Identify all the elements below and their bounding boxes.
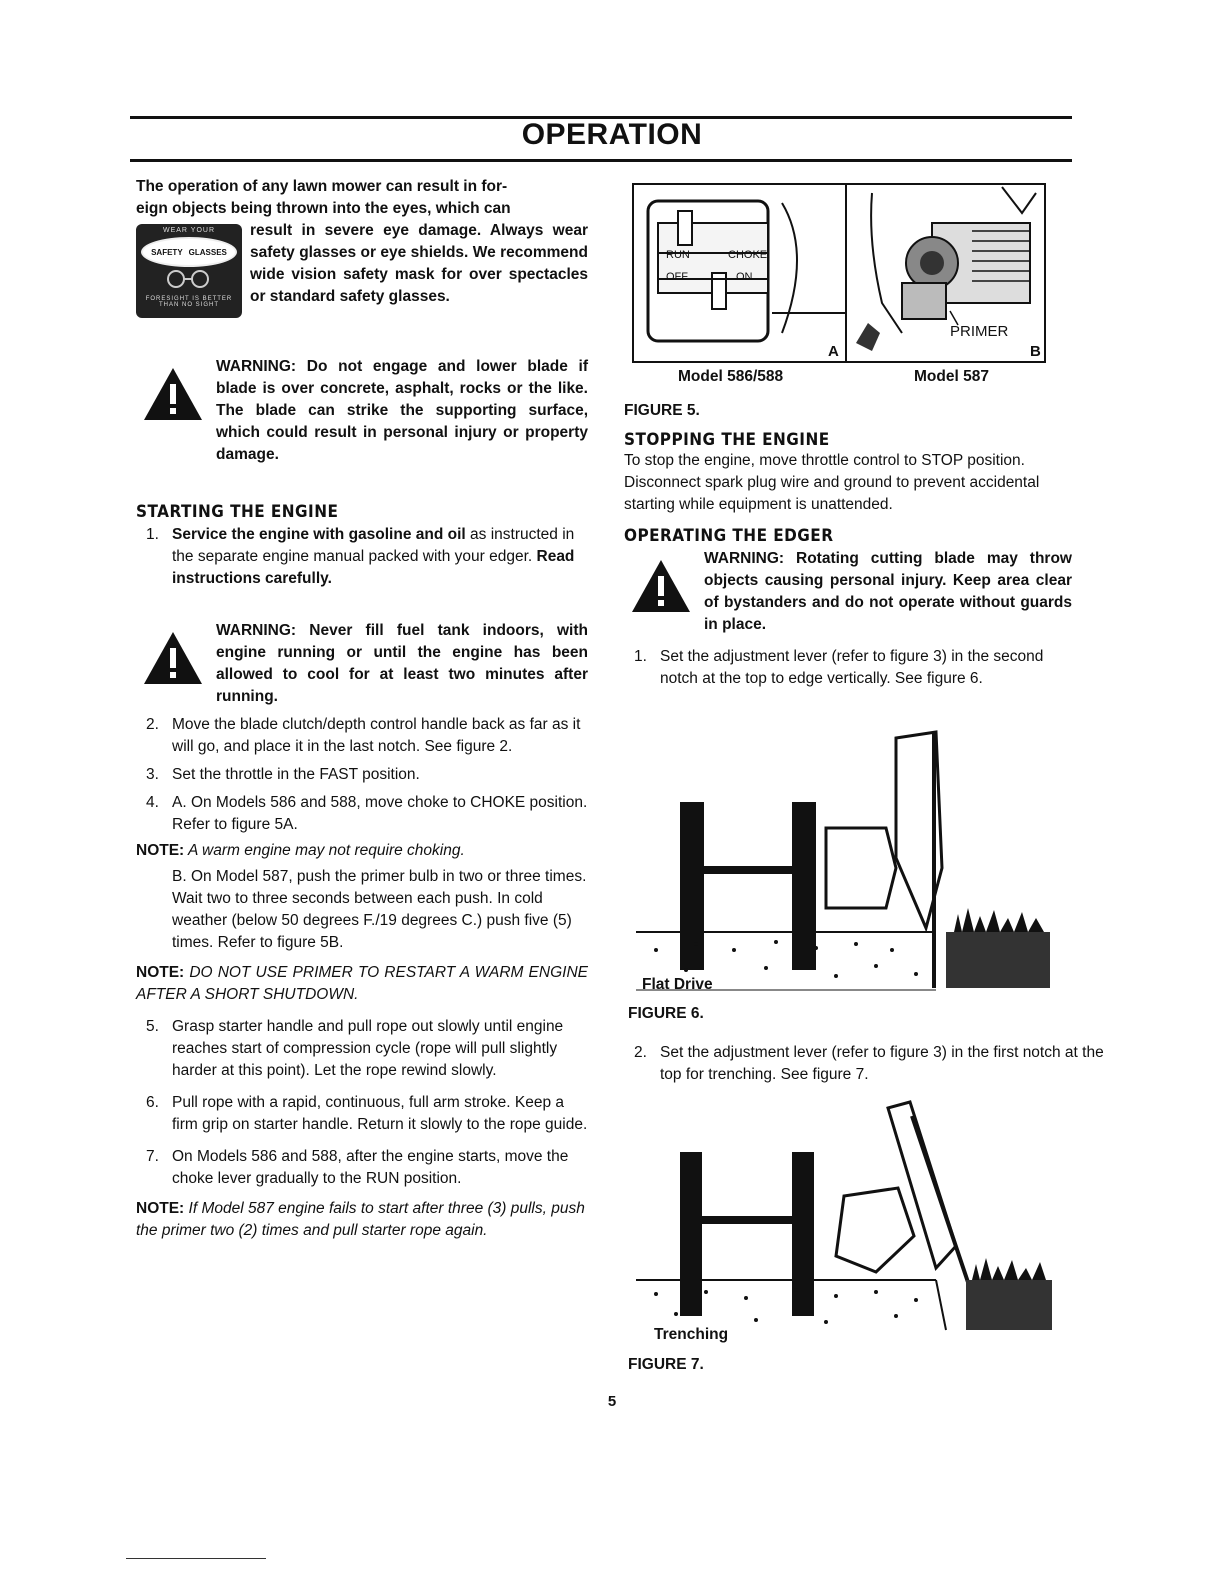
note-primer (136, 962, 588, 1006)
page-title: OPERATION (521, 118, 703, 151)
left-column (136, 176, 588, 1242)
note-choking (136, 840, 588, 862)
step-2: 2. Move the blade clutch/depth control handle back as far as it will go, and place it in the last notch. See figure 2. (146, 716, 581, 755)
figure-6-drawing (636, 728, 1056, 1000)
step-4b (136, 866, 588, 954)
edger-step-1: 1. Set the adjustment lever (refer to figure 3) in the second notch at the top to edge vertically. See figure 6. (634, 648, 1044, 687)
step-4a-text: A. On Models 586 and 588, move choke to CHOKE position. Refer to figure 5A. (172, 794, 588, 833)
step-4b-text: B. On Model 587, push the primer bulb in two or three times. Wait two to three seconds between each push. In cold weather (below 50 degrees F./19 degrees C.) push five (5) times. Refer to figure 5B. (172, 868, 587, 951)
step-1-bold-2: Read instructions carefully. (172, 548, 575, 587)
stop-text: To stop the engine, move throttle control to STOP position. Disconnect spark plug wire and ground to prevent accidental starting while equipment is unattended. (624, 452, 1040, 513)
warning-icon (630, 558, 692, 614)
note-label: NOTE: (136, 964, 185, 981)
safety-glasses-badge (136, 224, 242, 318)
note-restart (136, 1198, 588, 1242)
fig5-primer-label: PRIMER (950, 323, 1009, 340)
step-5-text: Grasp starter handle and pull rope out slowly until engine reaches start of compression cycle (rope will pull slightly harder at this point). Let the rope rewind slowly. (172, 1018, 564, 1079)
step-6-text: Pull rope with a rapid, continuous, full arm stroke. Keep a firm grip on starter handle. Return it slowly to the rope guide. (172, 1094, 588, 1133)
step-3: 3. Set the throttle in the FAST position. (146, 766, 420, 783)
step-4a: 4. A. On Models 586 and 588, move choke to CHOKE position. Refer to figure 5A. (146, 794, 588, 833)
fig6-label: Flat Drive (642, 976, 713, 993)
figure-6-caption: FIGURE 6. (628, 1005, 704, 1022)
figure-7-caption: FIGURE 7. (628, 1356, 704, 1373)
note-label: NOTE: (136, 1200, 185, 1217)
note-primer-text: DO NOT USE PRIMER TO RESTART A WARM ENGINE AFTER A SHORT SHUTDOWN. (136, 964, 588, 1003)
step-7-text: On Models 586 and 588, after the engine starts, move the choke lever gradually to the RUN position. (172, 1148, 569, 1187)
badge-glasses-text: GLASSES (188, 247, 227, 257)
fig5-off-label: OFF (666, 271, 688, 283)
badge-safety-text: SAFETY (151, 247, 183, 257)
title-rule (130, 159, 1072, 162)
fig5-choke-label: CHOKE (728, 249, 768, 261)
figure-7-drawing (636, 1096, 1056, 1354)
intro-line-3: result in severe eye damage. Always wear safety glasses or eye shields. We recommend wide vision safety mask for over spectacles or standard safety glasses. (250, 222, 588, 305)
fig7-label: Trenching (654, 1326, 729, 1343)
fig5-b-label: B (1030, 343, 1041, 360)
warning-blade-text: WARNING: Rotating cutting blade may throw objects causing personal injury. Keep area clear of bystanders and do not operate without guards in place. (704, 550, 1072, 633)
fig5-run-label: RUN (666, 249, 690, 261)
heading-stopping-engine: STOPPING THE ENGINE (624, 430, 830, 450)
note-choking-text: A warm engine may not require choking. (184, 842, 465, 859)
step-7: 7. On Models 586 and 588, after the engine starts, move the choke lever gradually to the RUN position. (146, 1148, 569, 1187)
step-3-text: Set the throttle in the FAST position. (172, 766, 420, 783)
heading-starting-engine: STARTING THE ENGINE (136, 502, 339, 522)
page-number: 5 (607, 1393, 617, 1410)
edger-step-1-text: Set the adjustment lever (refer to figure 3) in the second notch at the top to edge vertically. See figure 6. (660, 648, 1044, 687)
badge-bottom-text-2: THAN NO SIGHT (158, 302, 219, 308)
fig5-model-b: Model 587 (914, 368, 989, 385)
figure-7 (636, 1096, 1056, 1354)
badge-oval (141, 237, 237, 267)
fig5-a-label: A (828, 343, 839, 360)
fig5-on-label: ON (736, 271, 753, 283)
badge-bottom-text-1: FORESIGHT IS BETTER (145, 296, 233, 302)
fig5-model-a: Model 586/588 (678, 368, 784, 385)
edger-step-2: 2. Set the adjustment lever (refer to figure 3) in the first notch at the top for trenching. See figure 7. (634, 1044, 1104, 1083)
warning-fuel-text: WARNING: Never fill fuel tank indoors, with engine running or until the engine has been allowed to cool for at least two minutes after running. (216, 622, 588, 705)
safety-intro (136, 220, 588, 330)
warning-icon (142, 366, 204, 422)
badge-top-text: WEAR YOUR (162, 227, 216, 234)
step-1-text: as instructed in the separate engine manual packed with your edger. (172, 526, 575, 565)
figure-6 (636, 728, 1056, 1000)
step-6: 6. Pull rope with a rapid, continuous, full arm stroke. Keep a firm grip on starter handle. Return it slowly to the rope guide. (146, 1094, 588, 1133)
step-1: 1. Service the engine with gasoline and oil as instructed in the separate engine manual packed with your edger. Read instructions carefully. (146, 526, 575, 587)
note-restart-text: If Model 587 engine fails to start after three (3) pulls, push the primer two (2) times and pull starter rope again. (136, 1200, 585, 1239)
footer-line (126, 1558, 266, 1559)
warning-concrete (136, 356, 588, 466)
fig5-model-row (624, 368, 1072, 392)
right-column (624, 368, 1072, 690)
step-5: 5. Grasp starter handle and pull rope out slowly until engine reaches start of compression cycle (rope will pull slightly harder at this point). Let the rope rewind slowly. (146, 1018, 564, 1079)
intro-line-1: The operation of any lawn mower can result in for- (136, 178, 508, 195)
heading-operating-edger: OPERATING THE EDGER (624, 526, 834, 546)
edger-step-2-text: Set the adjustment lever (refer to figure 3) in the first notch at the top for trenching. See figure 7. (660, 1044, 1104, 1083)
glasses-icon (136, 267, 242, 291)
step-2-text: Move the blade clutch/depth control handle back as far as it will go, and place it in the last notch. See figure 2. (172, 716, 581, 755)
warning-concrete-text: WARNING: Do not engage and lower blade if blade is over concrete, asphalt, rocks or the like. The blade can strike the supporting surface, which could result in personal injury or property damage. (216, 358, 588, 463)
warning-fuel (136, 620, 588, 708)
step-1-bold: Service the engine with gasoline and oil (172, 526, 466, 543)
intro-line-2: eign objects being thrown into the eyes, which can (136, 200, 511, 217)
note-label: NOTE: (136, 842, 185, 859)
figure-5 (632, 183, 1046, 363)
warning-icon (142, 630, 204, 686)
warning-blade (624, 548, 1072, 636)
figure-5-caption: FIGURE 5. (624, 402, 700, 419)
